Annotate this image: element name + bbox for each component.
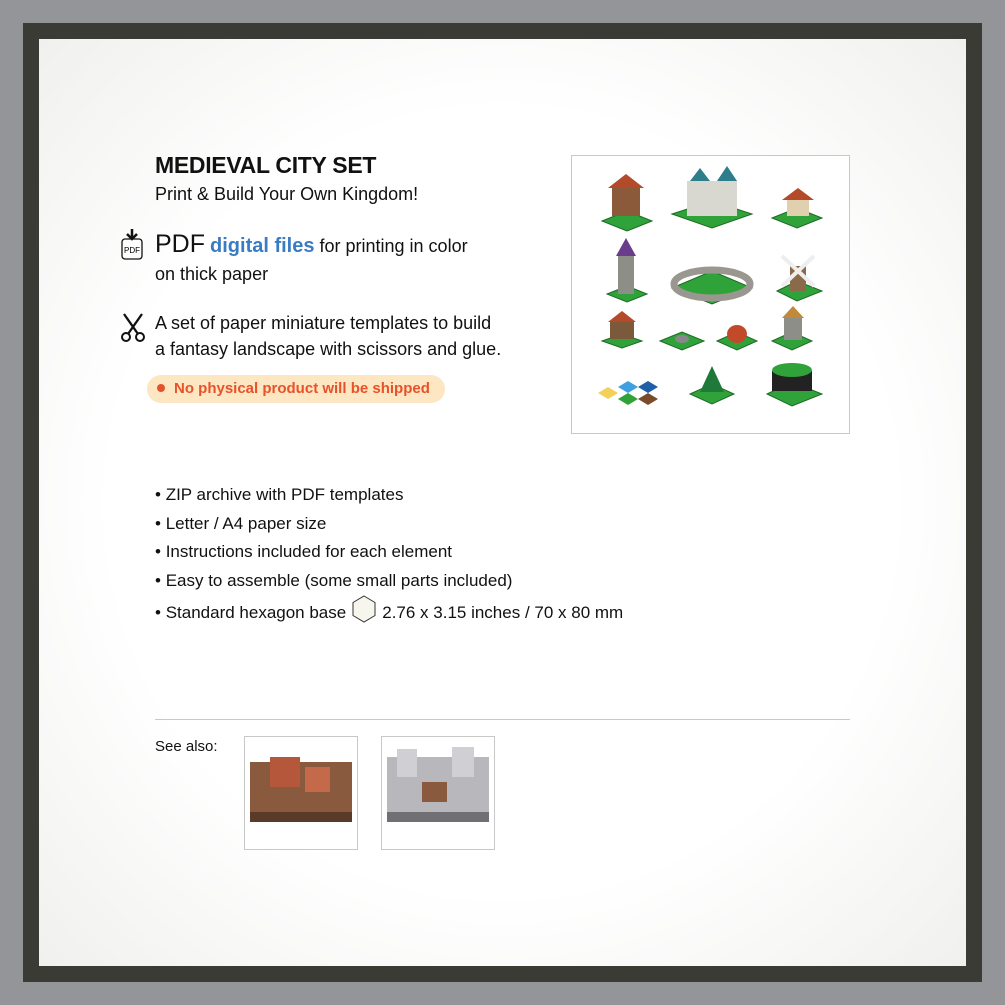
page-title: MEDIEVAL CITY SET	[155, 152, 377, 178]
feature-list	[155, 481, 623, 633]
list-item: • ZIP archive with PDF templates	[155, 481, 623, 510]
description-line1: A set of paper miniature templates to build	[155, 313, 492, 333]
list-item	[155, 595, 623, 633]
related-product-thumbnail-2[interactable]	[381, 736, 495, 850]
pdf-label: PDF	[155, 230, 205, 258]
divider	[155, 719, 850, 720]
pdf-download-icon	[120, 229, 144, 266]
bullet-dot-icon	[157, 384, 165, 392]
description-line2: a fantasy landscape with scissors and glue.	[155, 339, 502, 359]
product-description	[155, 310, 555, 362]
subtitle: Print & Build Your Own Kingdom!	[155, 184, 419, 204]
notice-text: No physical product will be shipped	[174, 380, 430, 397]
hex-prefix: Standard hexagon base	[165, 603, 347, 623]
digital-files-highlight: digital files	[210, 235, 315, 257]
hexagon-icon	[352, 595, 376, 633]
hex-suffix: 2.76 x 3.15 inches / 70 x 80 mm	[382, 603, 624, 623]
see-also-label: See also:	[155, 738, 218, 755]
product-preview-image	[571, 155, 850, 434]
related-product-thumbnail-1[interactable]	[244, 736, 358, 850]
pdf-description	[155, 230, 555, 288]
list-item: • Letter / A4 paper size	[155, 510, 623, 539]
pdf-rest: for printing in color	[319, 236, 468, 256]
notice-badge	[147, 375, 445, 403]
pdf-line2: on thick paper	[155, 264, 269, 284]
svg-text:PDF: PDF	[124, 246, 140, 255]
list-item: • Easy to assemble (some small parts included)	[155, 567, 623, 596]
scissors-icon	[120, 313, 146, 348]
list-item: • Instructions included for each element	[155, 538, 623, 567]
